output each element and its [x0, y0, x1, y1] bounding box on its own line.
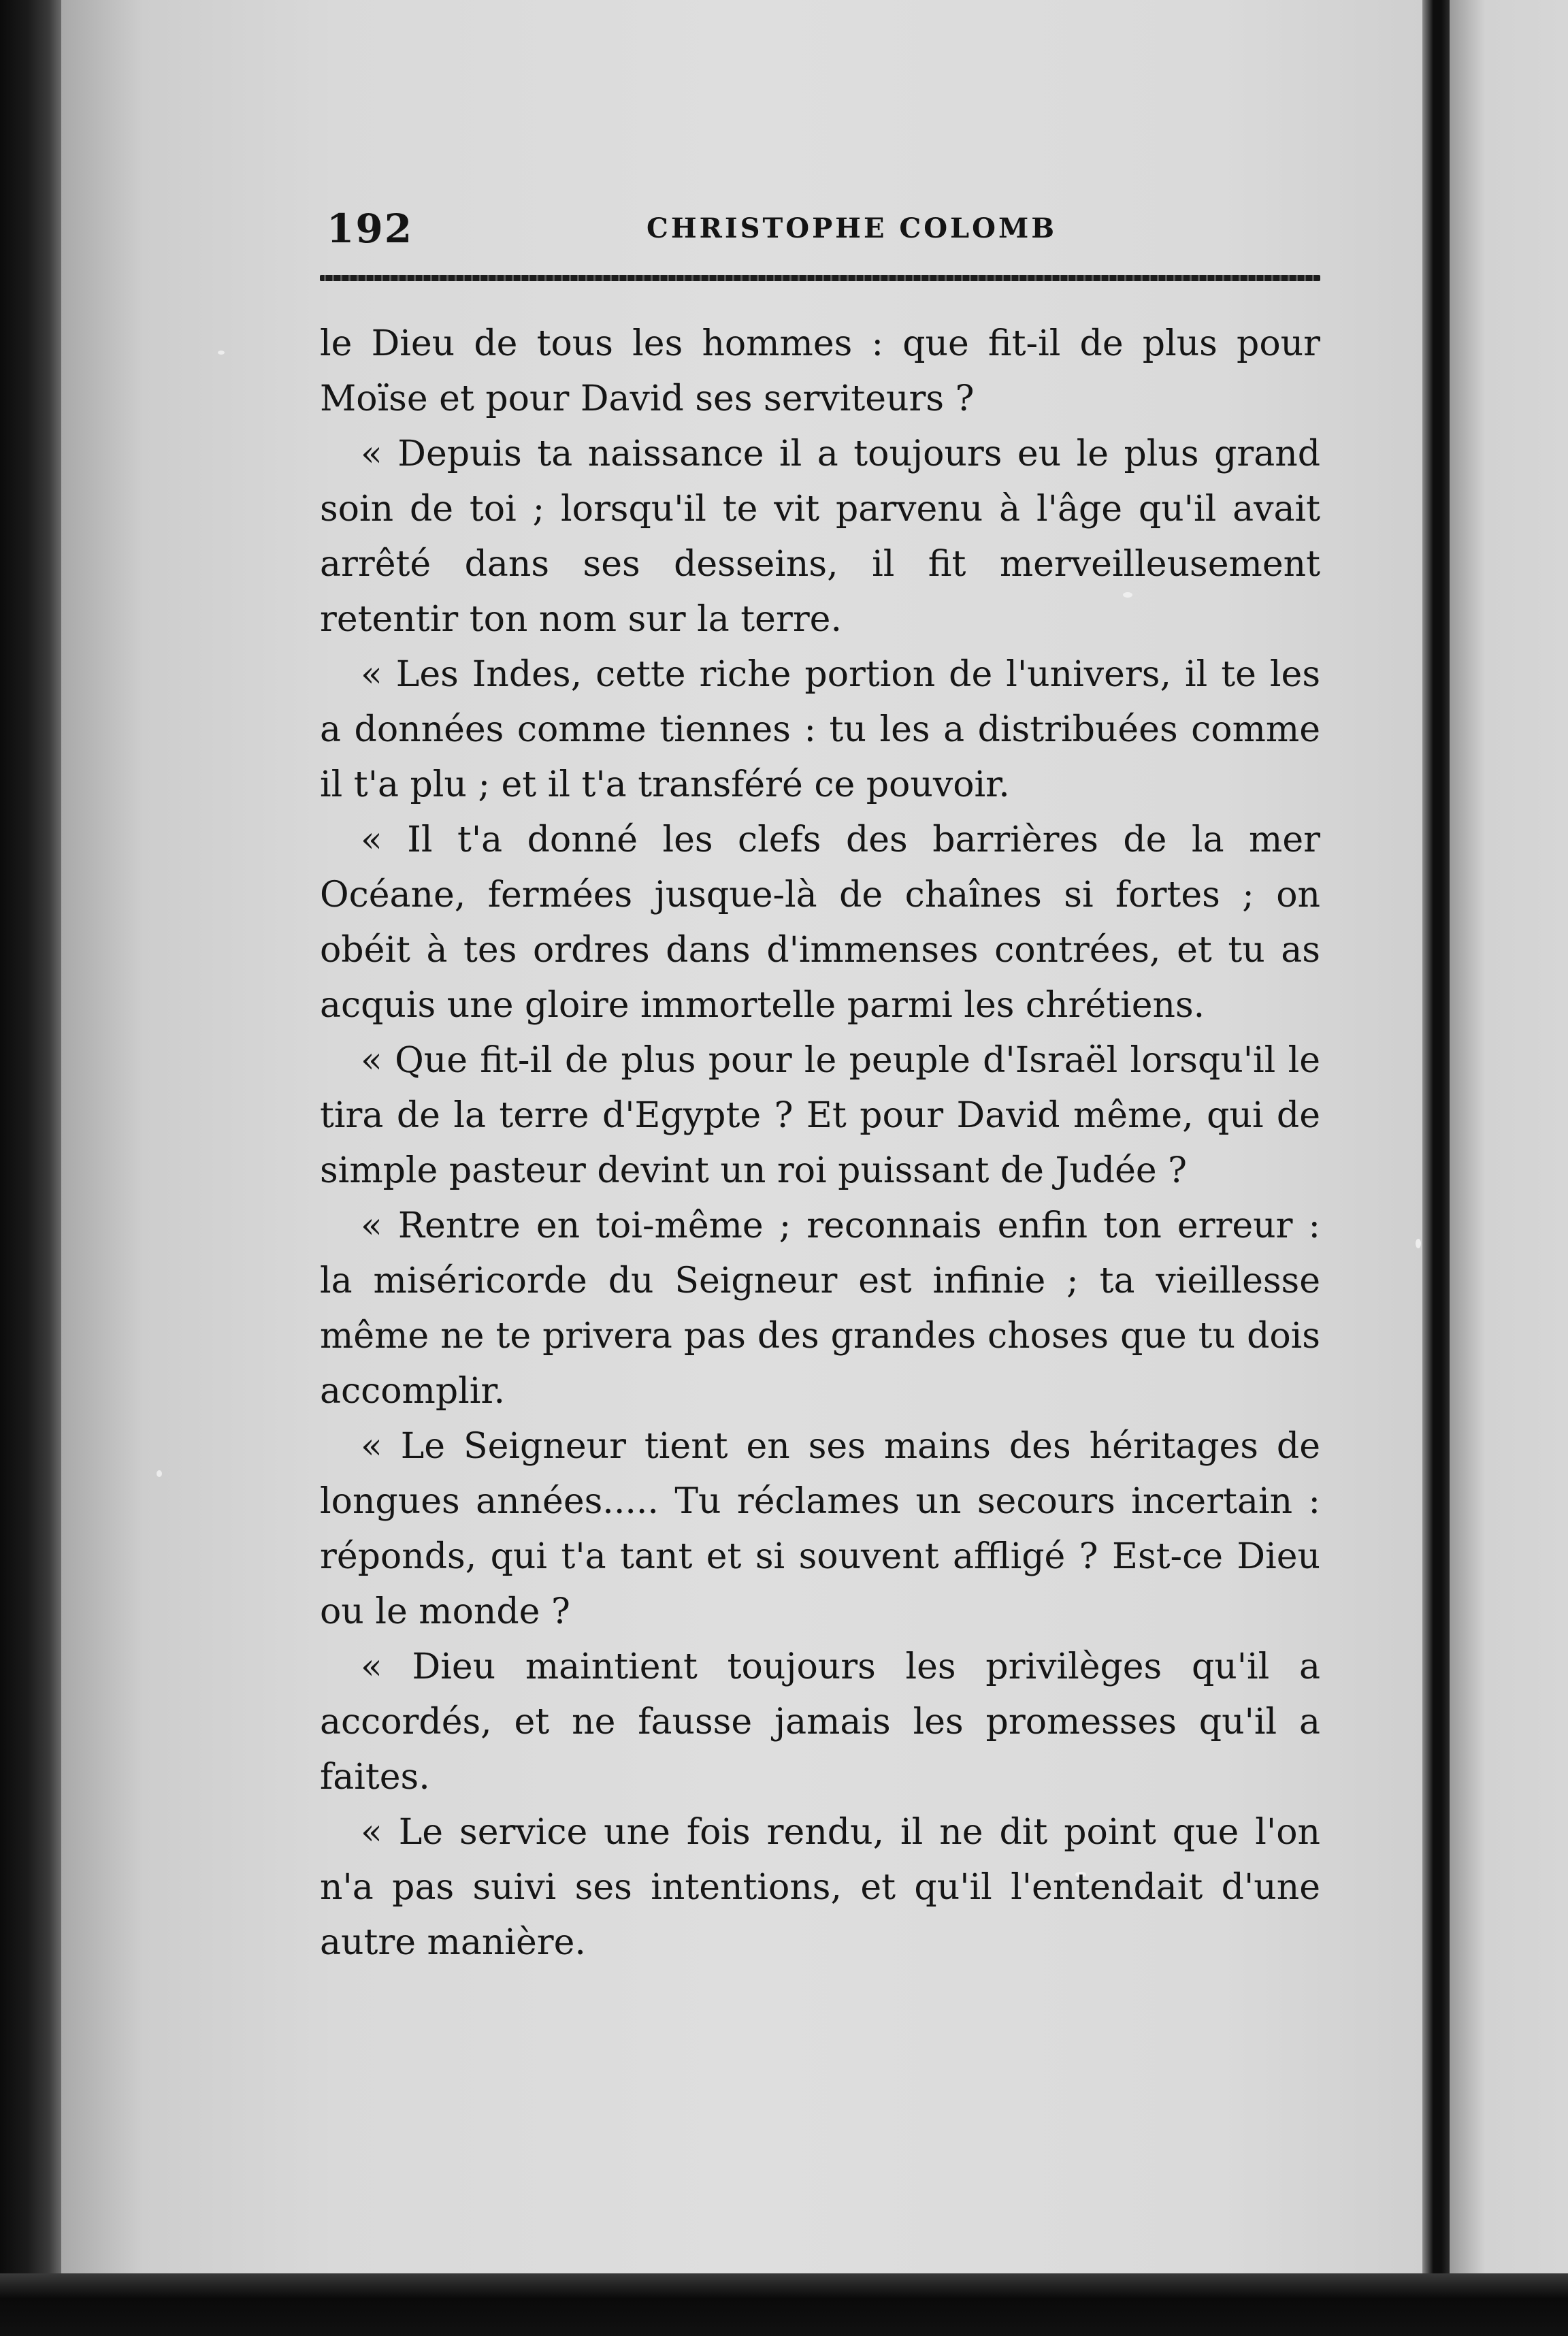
header-rule	[320, 275, 1320, 281]
adjacent-page-edge	[1450, 0, 1568, 2336]
paragraph: « Les Indes, cette riche portion de l'univers, il te les a données comme tiennes : tu les a distribuées comme il t'a plu ; et il t'a transféré ce pouvoir.	[320, 654, 1320, 805]
page-number: 192	[327, 206, 414, 252]
paragraph: « Depuis ta naissance il a toujours eu le plus grand soin de toi ; lorsqu'il te vit parvenu à l'âge qu'il avait arrêté dans ses desseins, il fit merveilleusement retentir ton nom sur la terre.	[320, 434, 1320, 640]
paper-speck	[218, 351, 225, 355]
body-text	[320, 317, 1320, 1970]
paragraph: « Dieu maintient toujours les privilèges qu'il a accordés, et ne fausse jamais les promesses qu'il a faites.	[320, 1646, 1320, 1798]
book-gutter	[1422, 0, 1450, 2336]
paragraph: « Il t'a donné les clefs des barrières de la mer Océane, fermées jusque-là de chaînes si fortes ; on obéit à tes ordres dans d'immenses contrées, et tu as acquis une gloire immortelle parmi les chrétiens.	[320, 820, 1320, 1026]
page-header	[320, 204, 1320, 265]
paragraph: « Le Seigneur tient en ses mains des héritages de longues années..... Tu réclames un secours incertain : réponds, qui t'a tant et si souvent affligé ? Est-ce Dieu ou le monde ?	[320, 1426, 1320, 1632]
left-binding-shadow	[0, 0, 61, 2336]
paragraph: « Rentre en toi-même ; reconnais enfin ton erreur : la miséricorde du Seigneur est infinie ; ta vieillesse même ne te privera pas des grandes choses que tu dois accomplir.	[320, 1205, 1320, 1412]
running-title: CHRISTOPHE COLOMB	[647, 212, 1058, 244]
paper-speck	[1416, 1239, 1421, 1248]
paragraph: le Dieu de tous les hommes : que fit-il de plus pour Moïse et pour David ses serviteurs ?	[320, 323, 1320, 419]
bottom-shadow	[0, 2273, 1568, 2336]
paragraph: « Que fit-il de plus pour le peuple d'Israël lorsqu'il le tira de la terre d'Egypte ? Et pour David même, qui de simple pasteur devint un roi puissant de Judée ?	[320, 1040, 1320, 1191]
paper-speck	[157, 1470, 162, 1477]
paragraph: « Le service une fois rendu, il ne dit point que l'on n'a pas suivi ses intentions, et qu'il l'entendait d'une autre manière.	[320, 1812, 1320, 1963]
